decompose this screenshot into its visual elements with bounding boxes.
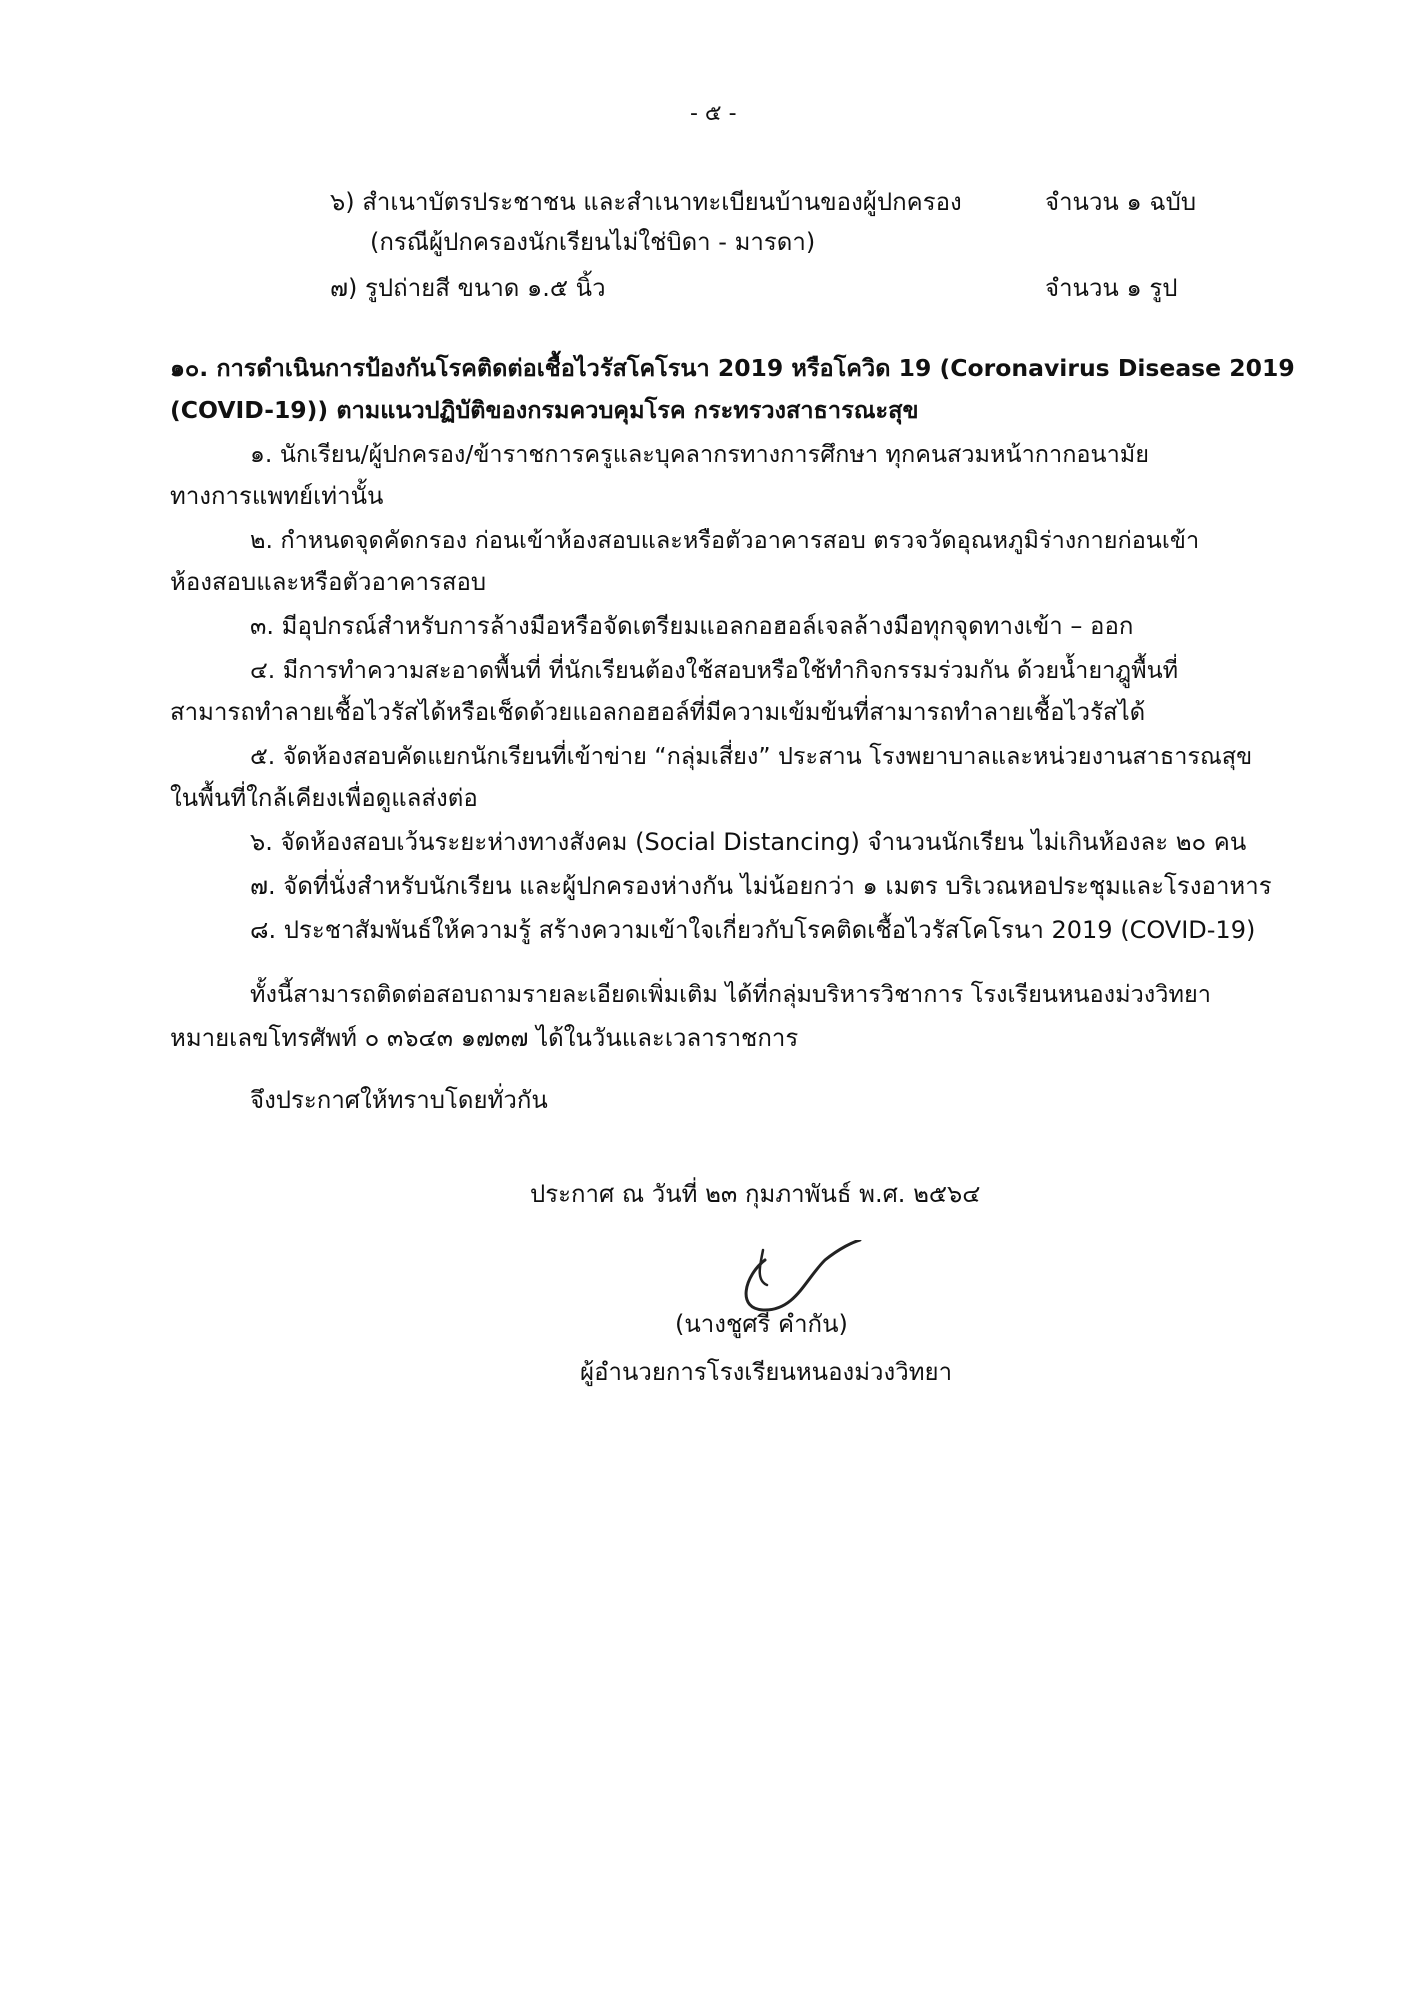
list-item: ๔. มีการทำความสะอาดพื้นที่ ที่นักเรียนต้องใช้สอบหรือใช้ทำกิจกรรมร่วมกัน ด้วยน้ำยาฎูพื้นที่ <box>250 656 1179 684</box>
list-item-cont: ทางการแพทย์เท่านั้น <box>170 482 384 510</box>
doc-item-label: ๖) สำเนาบัตรประชาชน และสำเนาทะเบียนบ้านของผู้ปกครอง <box>330 188 962 216</box>
contact-text: หมายเลขโทรศัพท์ ๐ ๓๖๔๓ ๑๗๓๗ ได้ในวันและเวลาราชการ <box>170 1024 799 1052</box>
signer-name: (นางชูศรี คำกัน) <box>675 1310 848 1338</box>
list-item: ๕. จัดห้องสอบคัดแยกนักเรียนที่เข้าข่าย “กลุ่มเสี่ยง” ประสาน โรงพยาบาลและหน่วยงานสาธารณสุข <box>250 742 1253 770</box>
list-item: ๓. มีอุปกรณ์สำหรับการล้างมือหรือจัดเตรียมแอลกอฮอล์เจลล้างมือทุกจุดทางเข้า – ออก <box>250 612 1134 640</box>
announcement: จึงประกาศให้ทราบโดยทั่วกัน <box>250 1086 548 1114</box>
contact-text: ทั้งนี้สามารถติดต่อสอบถามรายละเอียดเพิ่มเติม ได้ที่กลุ่มบริหารวิชาการ โรงเรียนหนองม่วงวิทยา <box>250 980 1211 1008</box>
list-item: ๘. ประชาสัมพันธ์ให้ความรู้ สร้างความเข้าใจเกี่ยวกับโรคติดเชื้อไวรัสโคโรนา 2019 (COVID-19) <box>250 916 1256 944</box>
signer-title: ผู้อำนวยการโรงเรียนหนองม่วงวิทยา <box>580 1358 953 1386</box>
doc-item-qty: จำนวน ๑ รูป <box>1045 274 1178 302</box>
doc-item-label: ๗) รูปถ่ายสี ขนาด ๑.๕ นิ้ว <box>330 274 606 302</box>
list-item-cont: ห้องสอบและหรือตัวอาคารสอบ <box>170 568 487 596</box>
list-item-cont: ในพื้นที่ใกล้เคียงเพื่อดูแลส่งต่อ <box>170 784 478 812</box>
date-line: ประกาศ ณ วันที่ ๒๓ กุมภาพันธ์ พ.ศ. ๒๕๖๔ <box>530 1180 981 1208</box>
list-item: ๖. จัดห้องสอบเว้นระยะห่างทางสังคม (Social Distancing) จำนวนนักเรียน ไม่เกินห้องละ ๒๐ คน <box>250 828 1247 856</box>
doc-item-qty: จำนวน ๑ ฉบับ <box>1045 188 1197 216</box>
list-item: ๒. กำหนดจุดคัดกรอง ก่อนเข้าห้องสอบและหรือตัวอาคารสอบ ตรวจวัดอุณหภูมิร่างกายก่อนเข้า <box>250 526 1200 554</box>
page-number: - ๕ - <box>690 101 737 126</box>
list-item: ๗. จัดที่นั่งสำหรับนักเรียน และผู้ปกครองห่างกัน ไม่น้อยกว่า ๑ เมตร บริเวณหอประชุมและโรงอาหาร <box>250 872 1272 900</box>
section-heading: (COVID-19)) ตามแนวปฏิบัติของกรมควบคุมโรค กระทรวงสาธารณะสุข <box>170 396 919 424</box>
section-heading: ๑๐. การดำเนินการป้องกันโรคติดต่อเชื้อไวรัสโคโรนา 2019 หรือโควิด 19 (Coronavirus Disease 2019 <box>170 354 1295 382</box>
list-item: ๑. นักเรียน/ผู้ปกครอง/ข้าราชการครูและบุคลากรทางการศึกษา ทุกคนสวมหน้ากากอนามัย <box>250 440 1150 468</box>
list-item-cont: สามารถทำลายเชื้อไวรัสได้หรือเช็ดด้วยแอลกอฮอล์ที่มีความเข้มข้นที่สามารถทำลายเชื้อไวรัสได้ <box>170 698 1146 726</box>
doc-item-sub: (กรณีผู้ปกครองนักเรียนไม่ใช่บิดา - มารดา) <box>370 228 816 256</box>
